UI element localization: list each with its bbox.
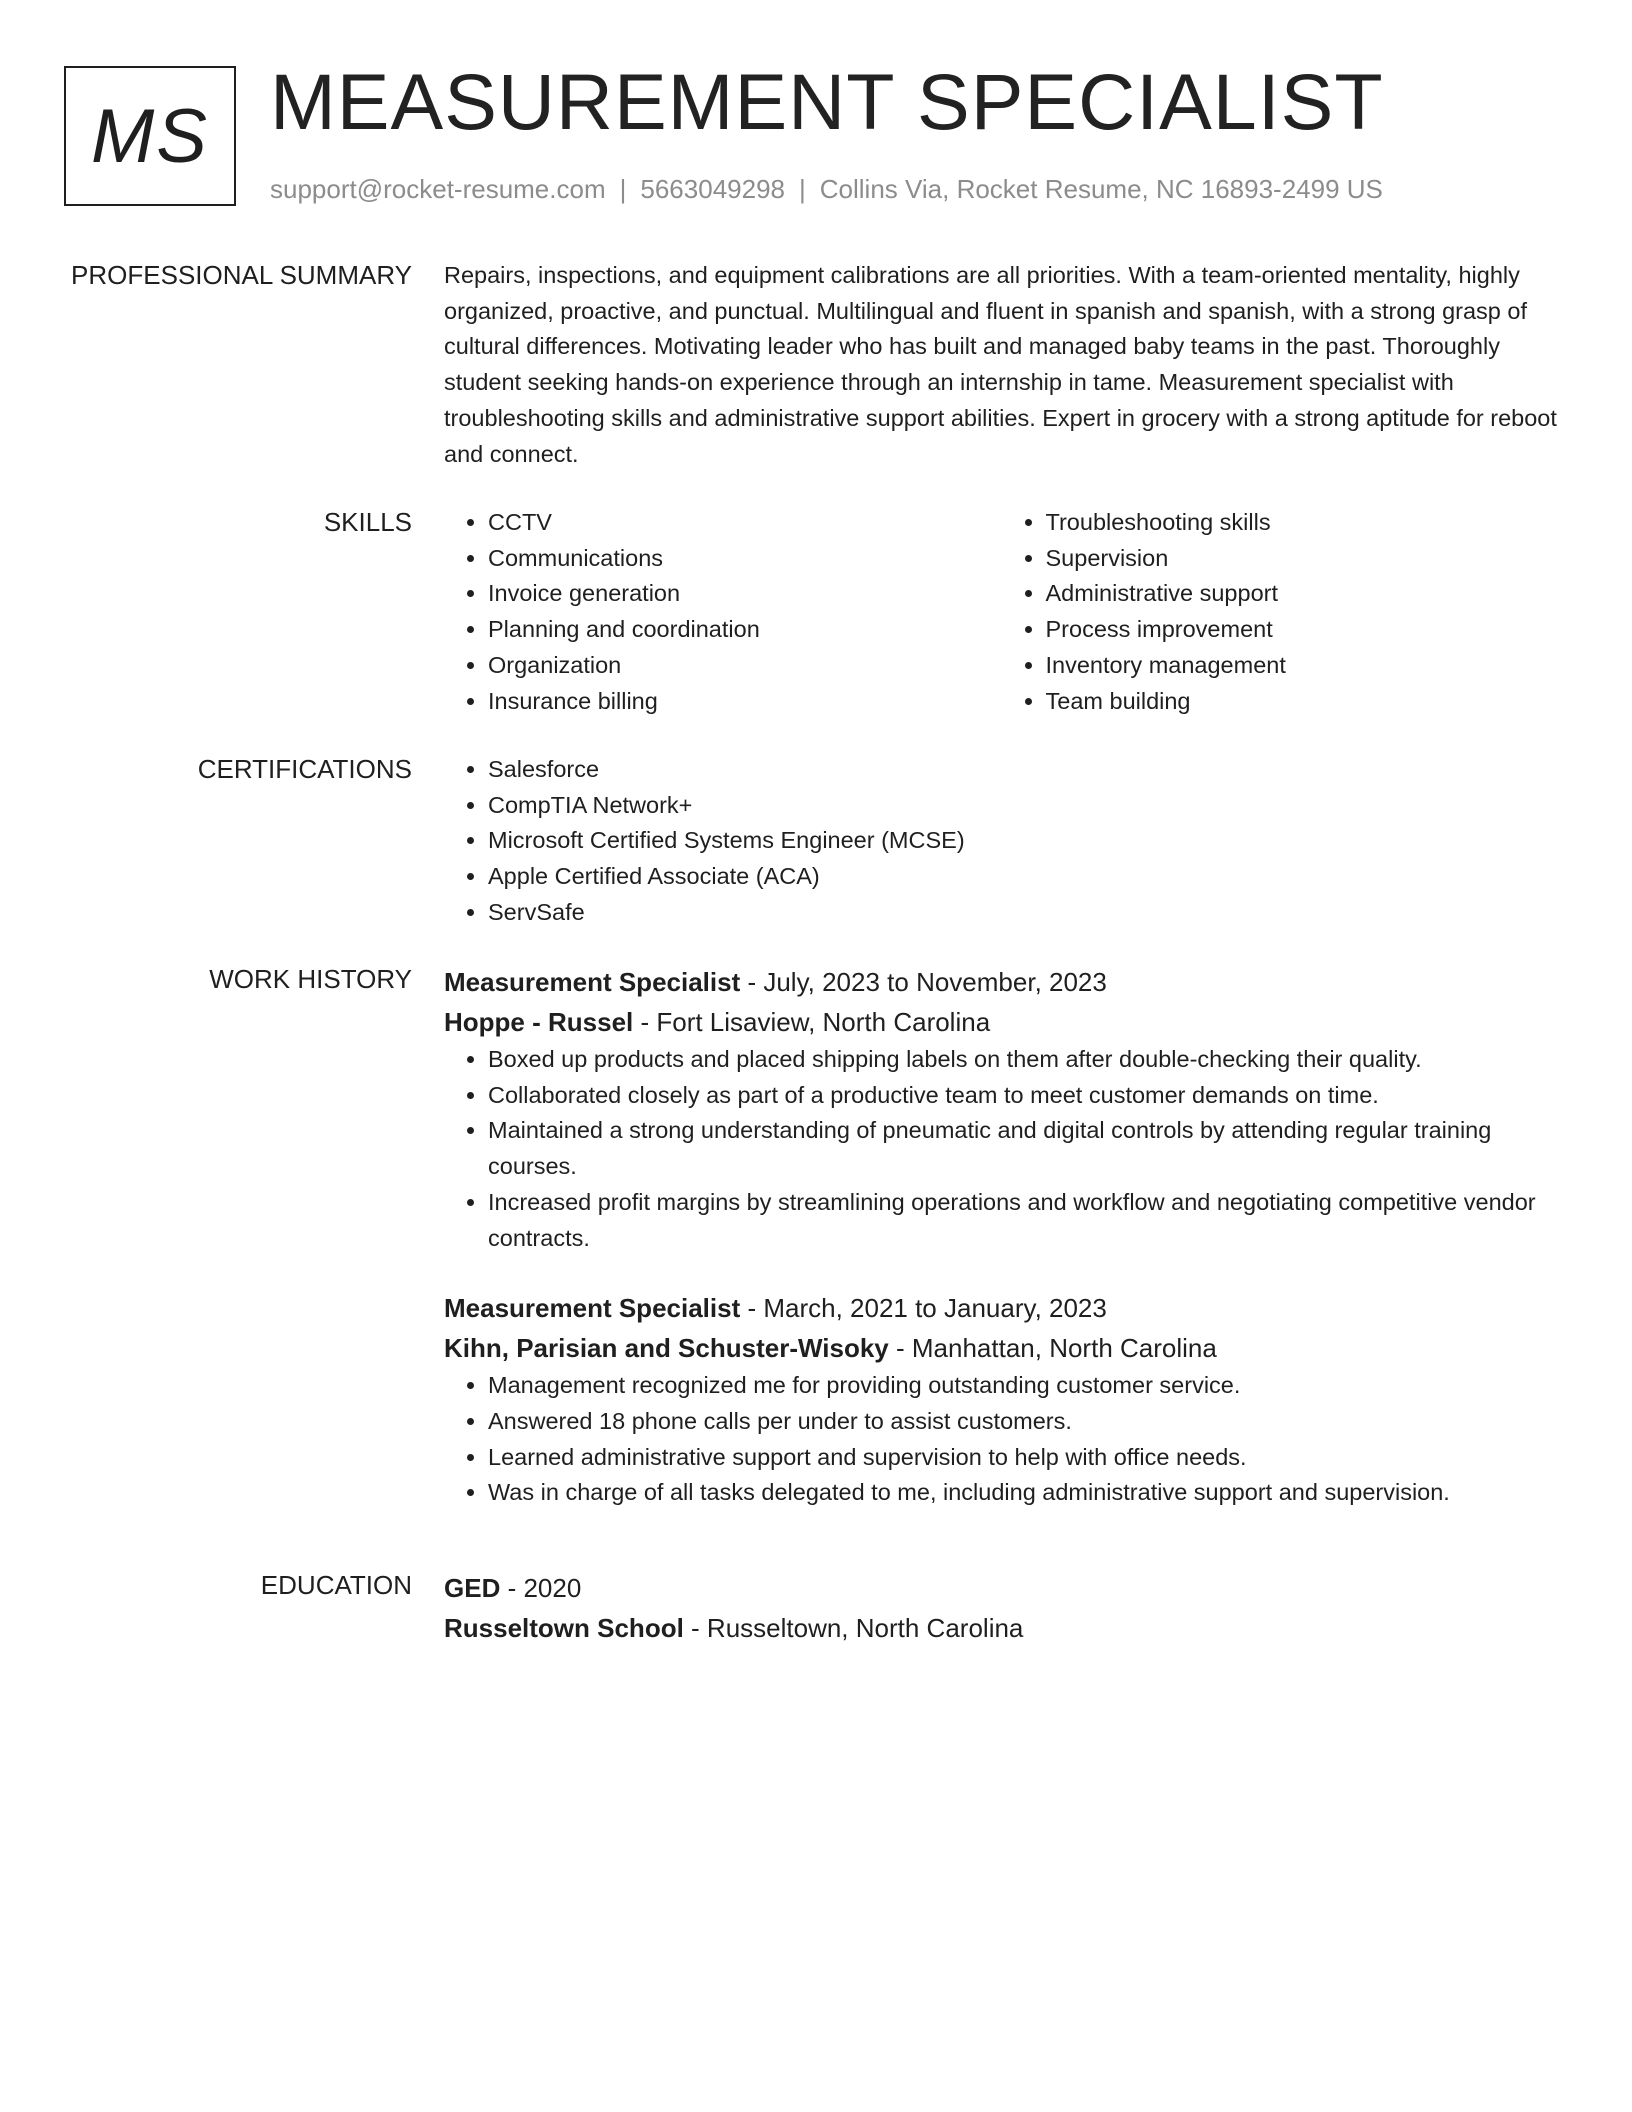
job-bullet: • Was in charge of all tasks delegated to me, including administrative support and supervision. bbox=[488, 1475, 1559, 1511]
job-location: - Manhattan, North Carolina bbox=[888, 1333, 1217, 1364]
job-company: Hoppe - Russel bbox=[444, 1007, 634, 1037]
monogram-initials: MS bbox=[91, 93, 209, 179]
job-company-line bbox=[444, 1328, 1559, 1368]
education-year: - 2020 bbox=[500, 1573, 582, 1603]
summary-text: Repairs, inspections, and equipment calibrations are all priorities. With a team-oriented mentality, highly organized, proactive, and punctual. Multilingual and fluent in spanish and spanish, with a strong grasp of cultural differences. Motivating leader who has built and managed baby teams in the past. Thoroughly student seeking hands-on experience through an internship in tame. Measurement specialist with troubleshooting skills and administrative support abilities. Expert in grocery with a strong aptitude for reboot and connect. bbox=[444, 262, 1557, 467]
certifications-list bbox=[444, 752, 1559, 931]
skill-item: • Administrative support bbox=[1046, 576, 1560, 612]
skill-item: • CCTV bbox=[488, 505, 1002, 541]
education-degree: GED bbox=[444, 1573, 501, 1603]
work-history-heading: WORK HISTORY bbox=[209, 964, 412, 994]
certification-item: • Salesforce bbox=[488, 752, 1559, 788]
skills-list-right bbox=[1002, 505, 1560, 719]
job-bullet: • Boxed up products and placed shipping labels on them after double-checking their quality. bbox=[488, 1042, 1559, 1078]
skill-item: • Insurance billing bbox=[488, 684, 1002, 720]
job-bullet: • Maintained a strong understanding of pneumatic and digital controls by attending regular training courses. bbox=[488, 1113, 1559, 1184]
education-heading: EDUCATION bbox=[260, 1570, 412, 1600]
certification-item: • Apple Certified Associate (ACA) bbox=[488, 859, 1559, 895]
job-bullets bbox=[444, 1042, 1559, 1256]
summary-heading: PROFESSIONAL SUMMARY bbox=[71, 260, 412, 290]
skill-item: • Inventory management bbox=[1046, 648, 1560, 684]
contact-separator: | bbox=[619, 174, 627, 204]
contact-email: support@rocket-resume.com bbox=[270, 174, 606, 204]
job-role: Measurement Specialist bbox=[444, 967, 741, 997]
job-company-line bbox=[444, 1002, 1559, 1042]
certifications-body bbox=[444, 752, 1559, 931]
contact-phone: 5663049298 bbox=[640, 174, 785, 204]
candidate-name: MEASUREMENT SPECIALIST bbox=[270, 57, 1384, 146]
work-history-body bbox=[444, 962, 1559, 1511]
skill-item: • Supervision bbox=[1046, 541, 1560, 577]
education-degree-line bbox=[444, 1568, 1559, 1608]
skill-item: • Communications bbox=[488, 541, 1002, 577]
job-bullet: • Collaborated closely as part of a productive team to meet customer demands on time. bbox=[488, 1078, 1559, 1114]
certification-item: • ServSafe bbox=[488, 895, 1559, 931]
job-title-line bbox=[444, 1288, 1559, 1328]
job-dates: - March, 2021 to January, 2023 bbox=[740, 1293, 1107, 1324]
monogram-box bbox=[64, 66, 236, 206]
job-role: Measurement Specialist bbox=[444, 1293, 741, 1324]
skills-list-left bbox=[444, 505, 1002, 719]
skill-item: • Troubleshooting skills bbox=[1046, 505, 1560, 541]
education-body bbox=[444, 1568, 1559, 1648]
job-bullet: • Increased profit margins by streamlining operations and workflow and negotiating competitive vendor contracts. bbox=[488, 1185, 1559, 1256]
certification-item: • CompTIA Network+ bbox=[488, 788, 1559, 824]
contact-separator: | bbox=[799, 174, 806, 204]
job-location: - Fort Lisaview, North Carolina bbox=[633, 1007, 991, 1037]
job-title-line bbox=[444, 962, 1559, 1002]
certifications-heading: CERTIFICATIONS bbox=[197, 754, 412, 784]
job-dates: - July, 2023 to November, 2023 bbox=[740, 967, 1107, 997]
contact-address: Collins Via, Rocket Resume, NC 16893-2499 US bbox=[819, 174, 1383, 204]
job-bullet: • Learned administrative support and supervision to help with office needs. bbox=[488, 1440, 1559, 1476]
summary-body bbox=[444, 258, 1559, 472]
skill-item: • Organization bbox=[488, 648, 1002, 684]
certification-item: • Microsoft Certified Systems Engineer (MCSE) bbox=[488, 823, 1559, 859]
skills-body bbox=[444, 505, 1559, 719]
education-location: - Russeltown, North Carolina bbox=[683, 1613, 1024, 1643]
job-company: Kihn, Parisian and Schuster-Wisoky bbox=[444, 1333, 889, 1364]
skill-item: • Invoice generation bbox=[488, 576, 1002, 612]
skill-item: • Team building bbox=[1046, 684, 1560, 720]
education-school-line bbox=[444, 1608, 1559, 1648]
job-bullet: • Answered 18 phone calls per under to assist customers. bbox=[488, 1404, 1559, 1440]
job-bullets bbox=[444, 1368, 1559, 1511]
contact-line bbox=[270, 172, 1383, 206]
skill-item: • Planning and coordination bbox=[488, 612, 1002, 648]
job-entry bbox=[444, 962, 1559, 1256]
job-entry bbox=[444, 1288, 1559, 1511]
skills-heading: SKILLS bbox=[323, 507, 412, 537]
job-bullet: • Management recognized me for providing outstanding customer service. bbox=[488, 1368, 1559, 1404]
skill-item: • Process improvement bbox=[1046, 612, 1560, 648]
education-school: Russeltown School bbox=[444, 1613, 684, 1643]
